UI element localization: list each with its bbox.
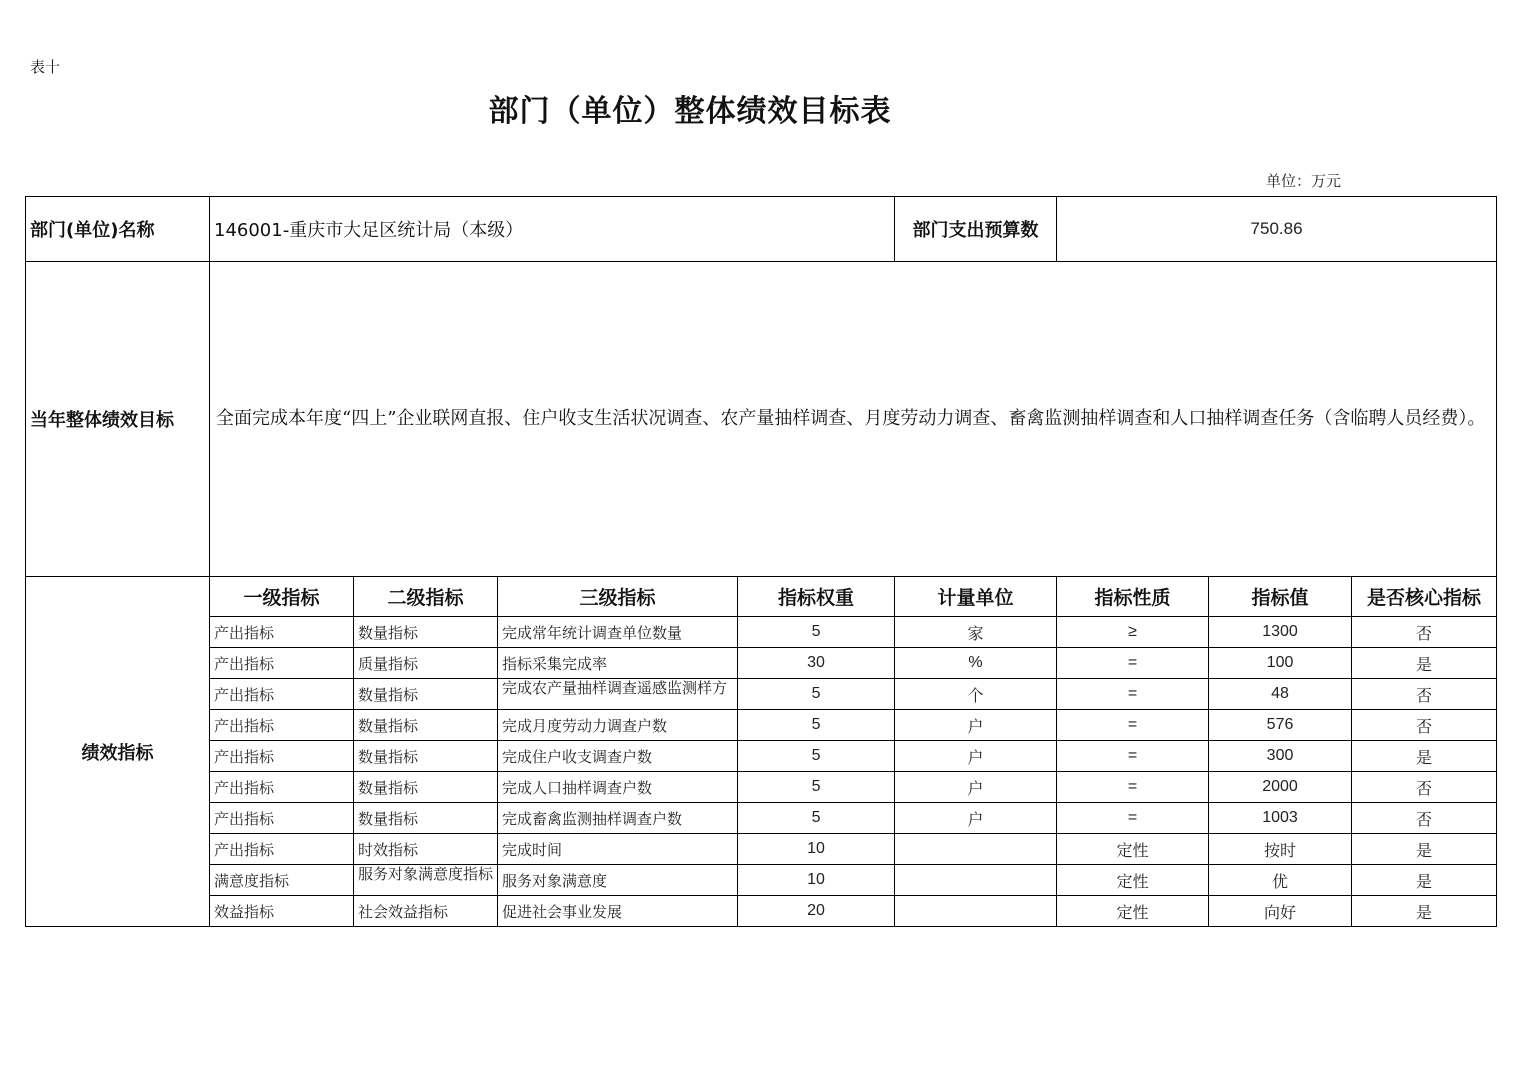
nature-cell: 定性 xyxy=(1057,896,1209,927)
level1-cell: 产出指标 xyxy=(210,741,354,772)
core-cell: 否 xyxy=(1352,803,1497,834)
level2-cell: 数量指标 xyxy=(354,617,498,648)
level2-text: 服务对象满意度指标 xyxy=(358,866,493,883)
level2-cell: 社会效益指标 xyxy=(354,896,498,927)
level2-cell: 时效指标 xyxy=(354,834,498,865)
level2-cell: 质量指标 xyxy=(354,648,498,679)
indicators-label: 绩效指标 xyxy=(26,577,210,927)
table-row xyxy=(26,617,1497,648)
dept-name-value: 146001-重庆市大足区统计局（本级） xyxy=(210,197,895,262)
core-cell: 是 xyxy=(1352,896,1497,927)
level1-cell: 效益指标 xyxy=(210,896,354,927)
budget-value: 750.86 xyxy=(1057,197,1497,262)
table-row xyxy=(26,772,1497,803)
table-row xyxy=(26,865,1497,896)
value-cell: 300 xyxy=(1209,741,1352,772)
value-cell: 优 xyxy=(1209,865,1352,896)
level3-cell: 促进社会事业发展 xyxy=(498,896,738,927)
table-row xyxy=(26,803,1497,834)
level1-cell: 产出指标 xyxy=(210,834,354,865)
core-cell: 否 xyxy=(1352,617,1497,648)
unit-cell: 户 xyxy=(895,803,1057,834)
column-header: 指标性质 xyxy=(1057,577,1209,617)
level2-cell: 数量指标 xyxy=(354,710,498,741)
column-header: 计量单位 xyxy=(895,577,1057,617)
weight-cell: 5 xyxy=(738,679,895,710)
table-row xyxy=(26,710,1497,741)
level2-cell: 数量指标 xyxy=(354,741,498,772)
nature-cell: = xyxy=(1057,803,1209,834)
nature-cell: 定性 xyxy=(1057,865,1209,896)
level3-cell: 完成住户收支调查户数 xyxy=(498,741,738,772)
value-cell: 按时 xyxy=(1209,834,1352,865)
level2-cell: 数量指标 xyxy=(354,772,498,803)
weight-cell: 5 xyxy=(738,803,895,834)
level3-cell: 完成月度劳动力调查户数 xyxy=(498,710,738,741)
core-cell: 否 xyxy=(1352,710,1497,741)
table-row xyxy=(26,834,1497,865)
weight-cell: 5 xyxy=(738,772,895,803)
weight-cell: 5 xyxy=(738,710,895,741)
level3-cell: 服务对象满意度 xyxy=(498,865,738,896)
nature-cell: 定性 xyxy=(1057,834,1209,865)
core-cell: 是 xyxy=(1352,834,1497,865)
level1-cell: 产出指标 xyxy=(210,648,354,679)
value-cell: 向好 xyxy=(1209,896,1352,927)
level1-cell: 产出指标 xyxy=(210,679,354,710)
unit-cell xyxy=(895,865,1057,896)
level1-cell: 产出指标 xyxy=(210,710,354,741)
page-title: 部门（单位）整体绩效目标表 xyxy=(488,94,892,129)
value-cell: 48 xyxy=(1209,679,1352,710)
unit-cell: 户 xyxy=(895,741,1057,772)
value-cell: 1300 xyxy=(1209,617,1352,648)
unit-note: 单位：万元 xyxy=(1266,172,1342,190)
column-header: 一级指标 xyxy=(210,577,354,617)
core-cell: 否 xyxy=(1352,679,1497,710)
weight-cell: 5 xyxy=(738,617,895,648)
level3-cell xyxy=(498,679,738,710)
dept-name-label: 部门(单位)名称 xyxy=(26,197,210,262)
goal-text: 全面完成本年度“四上”企业联网直报、住户收支生活状况调查、农产量抽样调查、月度劳动力调查、畜禽监测抽样调查和人口抽样调查任务（含临聘人员经费）。 xyxy=(210,262,1497,577)
value-cell: 576 xyxy=(1209,710,1352,741)
unit-cell xyxy=(895,834,1057,865)
nature-cell: = xyxy=(1057,710,1209,741)
nature-cell: = xyxy=(1057,679,1209,710)
level2-cell: 数量指标 xyxy=(354,803,498,834)
table-row xyxy=(26,648,1497,679)
level2-cell: 数量指标 xyxy=(354,679,498,710)
level3-cell: 完成时间 xyxy=(498,834,738,865)
level3-cell: 完成畜禽监测抽样调查户数 xyxy=(498,803,738,834)
level3-cell: 指标采集完成率 xyxy=(498,648,738,679)
unit-cell: 户 xyxy=(895,772,1057,803)
weight-cell: 10 xyxy=(738,834,895,865)
level1-cell: 满意度指标 xyxy=(210,865,354,896)
indicator-header-row xyxy=(26,577,1497,617)
column-header: 是否核心指标 xyxy=(1352,577,1497,617)
weight-cell: 30 xyxy=(738,648,895,679)
dept-row xyxy=(26,197,1497,262)
unit-cell xyxy=(895,896,1057,927)
level2-cell xyxy=(354,865,498,896)
core-cell: 是 xyxy=(1352,648,1497,679)
goal-row xyxy=(26,262,1497,577)
column-header: 指标权重 xyxy=(738,577,895,617)
table-row xyxy=(26,741,1497,772)
weight-cell: 5 xyxy=(738,741,895,772)
unit-cell: 户 xyxy=(895,710,1057,741)
level1-cell: 产出指标 xyxy=(210,772,354,803)
level3-cell: 完成人口抽样调查户数 xyxy=(498,772,738,803)
column-header: 三级指标 xyxy=(498,577,738,617)
value-cell: 100 xyxy=(1209,648,1352,679)
unit-cell: 个 xyxy=(895,679,1057,710)
level3-cell: 完成常年统计调查单位数量 xyxy=(498,617,738,648)
budget-label: 部门支出预算数 xyxy=(895,197,1057,262)
value-cell: 1003 xyxy=(1209,803,1352,834)
core-cell: 否 xyxy=(1352,772,1497,803)
unit-cell: % xyxy=(895,648,1057,679)
goal-label: 当年整体绩效目标 xyxy=(26,262,210,577)
nature-cell: = xyxy=(1057,648,1209,679)
value-cell: 2000 xyxy=(1209,772,1352,803)
nature-cell: ≥ xyxy=(1057,617,1209,648)
table-number: 表十 xyxy=(30,58,61,76)
performance-table xyxy=(25,196,1497,927)
table-row xyxy=(26,679,1497,710)
core-cell: 是 xyxy=(1352,865,1497,896)
unit-cell: 家 xyxy=(895,617,1057,648)
column-header: 指标值 xyxy=(1209,577,1352,617)
level1-cell: 产出指标 xyxy=(210,803,354,834)
weight-cell: 10 xyxy=(738,865,895,896)
level1-cell: 产出指标 xyxy=(210,617,354,648)
table-row xyxy=(26,896,1497,927)
weight-cell: 20 xyxy=(738,896,895,927)
nature-cell: = xyxy=(1057,772,1209,803)
level3-text: 完成农产量抽样调查遥感监测样方 xyxy=(502,680,728,697)
column-header: 二级指标 xyxy=(354,577,498,617)
nature-cell: = xyxy=(1057,741,1209,772)
core-cell: 是 xyxy=(1352,741,1497,772)
